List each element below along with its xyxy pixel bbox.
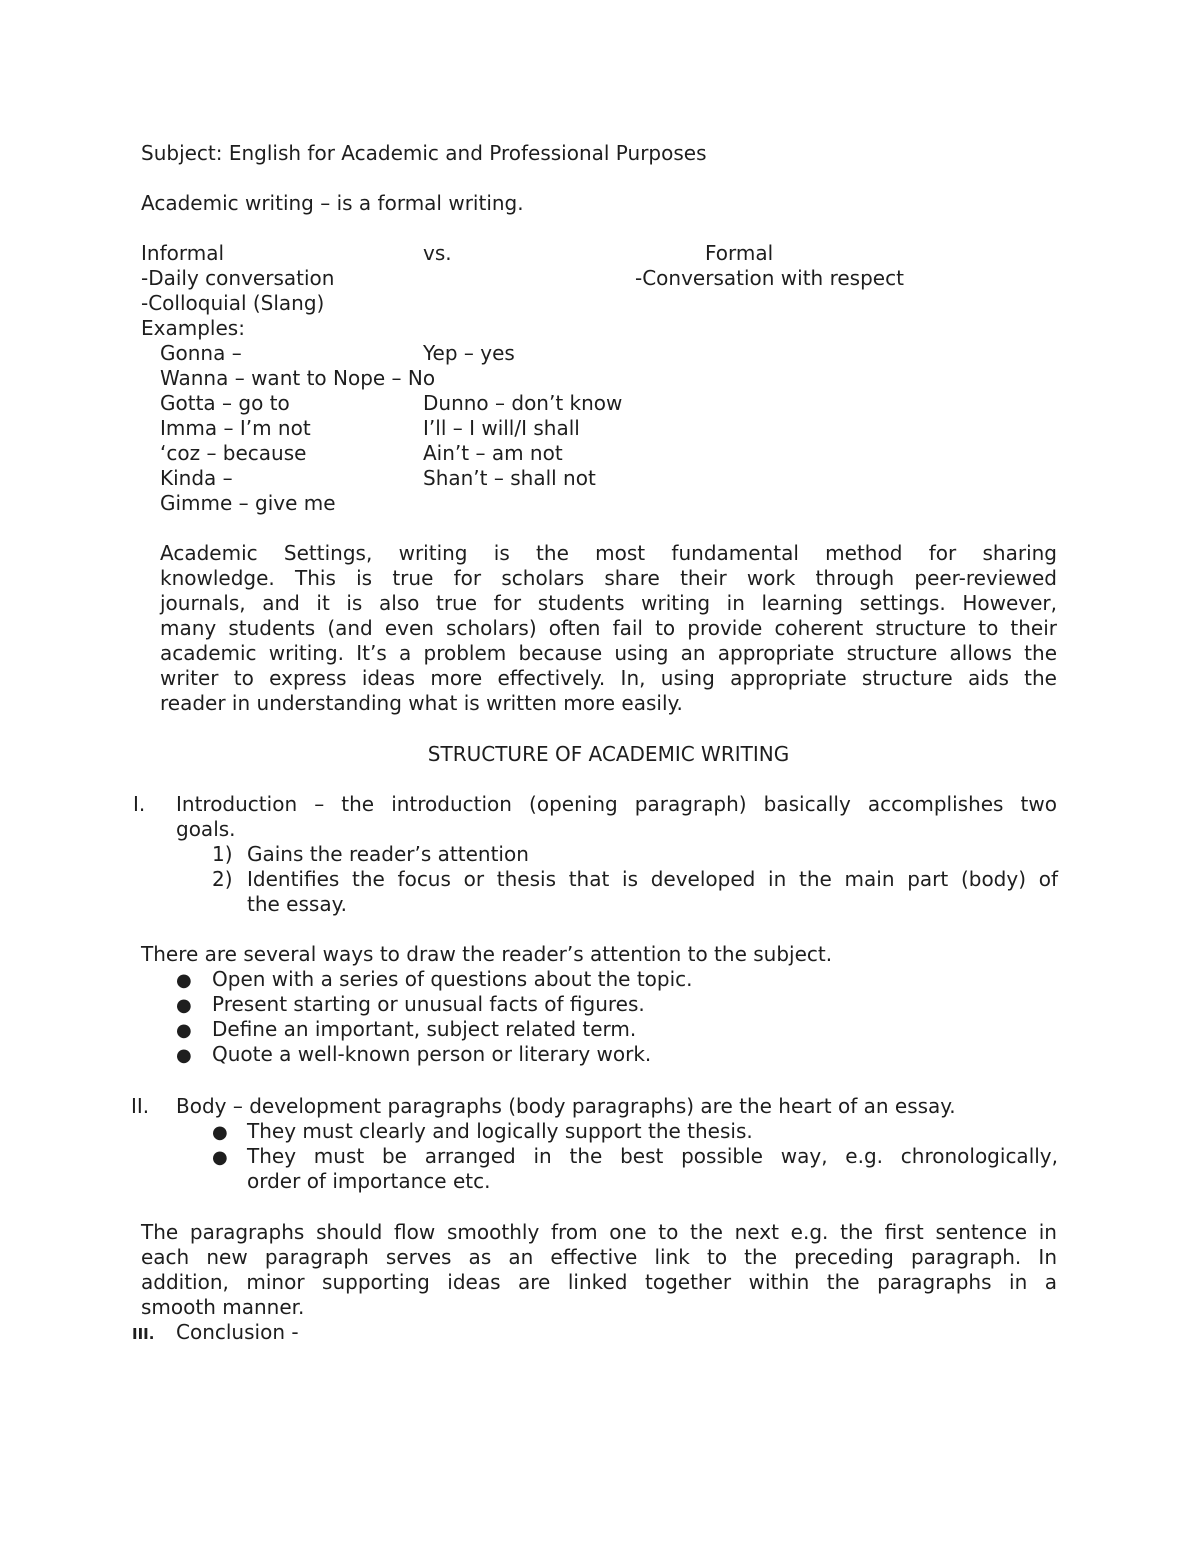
- bullet-icon: ●: [212, 1147, 228, 1168]
- bullet-text: [247, 1144, 1058, 1194]
- formal-header: Formal: [705, 241, 774, 265]
- informal-item: -Colloquial (Slang): [141, 291, 325, 315]
- bullet-text: Open with a series of questions about the topic.: [212, 967, 693, 991]
- example-item: Gotta – go to: [160, 391, 290, 415]
- bullet-text: Define an important, subject related term.: [212, 1017, 637, 1041]
- paragraph-line: journals, and it is also true for students writing in learning settings. However,: [160, 591, 1057, 615]
- academic-settings-paragraph: [160, 541, 1057, 716]
- example-item: I’ll – I will/I shall: [423, 416, 580, 440]
- example-item: ‘coz – because: [160, 441, 307, 465]
- bullet-line: order of importance etc.: [247, 1169, 491, 1193]
- paragraph-line: writer to express ideas more effectively. In, using appropriate structure aids the: [160, 666, 1057, 690]
- example-item: Gonna –: [160, 341, 242, 365]
- example-item: Wanna – want to Nope – No: [160, 366, 436, 390]
- example-item: Yep – yes: [423, 341, 515, 365]
- goal-number: 1): [212, 842, 233, 866]
- paragraph-line: academic writing. It’s a problem because using an appropriate structure allows the: [160, 641, 1057, 665]
- paragraph-line: addition, minor supporting ideas are linked together within the paragraphs in a: [141, 1270, 1057, 1294]
- example-item: Kinda –: [160, 466, 233, 490]
- section-line: Introduction – the introduction (opening paragraph) basically accomplishes two: [176, 792, 1057, 816]
- bullet-icon: ●: [212, 1122, 228, 1143]
- paragraph-line: each new paragraph serves as an effective link to the preceding paragraph. In: [141, 1245, 1057, 1269]
- example-item: Dunno – don’t know: [423, 391, 623, 415]
- paragraph-line: Academic Settings, writing is the most fundamental method for sharing: [160, 541, 1057, 565]
- goal-number: 2): [212, 867, 233, 891]
- paragraph-line: many students (and even scholars) often fail to provide coherent structure to their: [160, 616, 1057, 640]
- bullet-text: They must clearly and logically support the thesis.: [247, 1119, 753, 1143]
- goal-text: [247, 867, 1058, 917]
- goal-line: Identifies the focus or thesis that is developed in the main part (body) of: [247, 867, 1058, 891]
- structure-heading: STRUCTURE OF ACADEMIC WRITING: [427, 742, 790, 766]
- paragraph-line: The paragraphs should flow smoothly from one to the next e.g. the first sentence in: [141, 1220, 1057, 1244]
- bullet-icon: ●: [176, 1045, 192, 1066]
- bullet-text: Present starting or unusual facts of figures.: [212, 992, 645, 1016]
- vs-label: vs.: [423, 241, 452, 265]
- example-item: Shan’t – shall not: [423, 466, 596, 490]
- body-section-line: Body – development paragraphs (body paragraphs) are the heart of an essay.: [176, 1094, 956, 1118]
- paragraph-line: smooth manner.: [141, 1295, 305, 1319]
- example-item: Ain’t – am not: [423, 441, 563, 465]
- goal-line: the essay.: [247, 892, 347, 916]
- examples-label: Examples:: [141, 316, 245, 340]
- example-item: Gimme – give me: [160, 491, 336, 515]
- section-numeral: II.: [131, 1094, 150, 1118]
- conclusion-line: Conclusion -: [176, 1320, 299, 1344]
- bullet-icon: ●: [176, 1020, 192, 1041]
- example-item: Imma – I’m not: [160, 416, 311, 440]
- bullet-text: Quote a well-known person or literary work.: [212, 1042, 652, 1066]
- attention-intro: There are several ways to draw the reader’s attention to the subject.: [141, 942, 833, 966]
- flow-paragraph: [141, 1220, 1057, 1320]
- definition-line: Academic writing – is a formal writing.: [141, 191, 524, 215]
- bullet-icon: ●: [176, 970, 192, 991]
- formal-item: -Conversation with respect: [635, 266, 904, 290]
- bullet-icon: ●: [176, 995, 192, 1016]
- paragraph-line: reader in understanding what is written more easily.: [160, 691, 683, 715]
- section-numeral: III.: [132, 1325, 155, 1343]
- paragraph-line: knowledge. This is true for scholars share their work through peer-reviewed: [160, 566, 1057, 590]
- subject-line: Subject: English for Academic and Professional Purposes: [141, 141, 707, 165]
- informal-header: Informal: [141, 241, 225, 265]
- section-numeral: I.: [133, 792, 146, 816]
- informal-item: -Daily conversation: [141, 266, 335, 290]
- bullet-line: They must be arranged in the best possible way, e.g. chronologically,: [247, 1144, 1058, 1168]
- goal-text: Gains the reader’s attention: [247, 842, 529, 866]
- introduction-section: [176, 792, 1057, 842]
- section-line: goals.: [176, 817, 236, 841]
